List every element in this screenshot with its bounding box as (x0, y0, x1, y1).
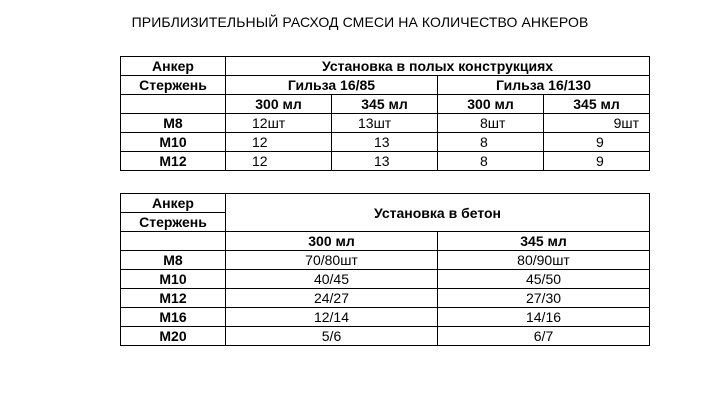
table-cell: 13шт (332, 114, 438, 133)
table-cell: 13 (332, 133, 438, 152)
table-cell: 27/30 (438, 289, 650, 308)
header-rod: Стержень (121, 213, 226, 232)
page-title: ПРИБЛИЗИТЕЛЬНЫЙ РАСХОД СМЕСИ НА КОЛИЧЕСТВО АНКЕРОВ (131, 14, 589, 30)
table-cell: 9 (544, 152, 650, 171)
table-cell: 9шт (544, 114, 650, 133)
table-cell: 13 (332, 152, 438, 171)
header-install-hollow: Установка в полых конструкциях (226, 57, 650, 76)
table-cell: 12 (226, 152, 332, 171)
table-row (121, 114, 650, 133)
table-row (121, 251, 650, 270)
table-cell: 14/16 (438, 308, 650, 327)
header-volume: 300 мл (226, 95, 332, 114)
row-label: М20 (121, 327, 226, 346)
row-label: М8 (121, 114, 226, 133)
header-install-concrete: Установка в бетон (226, 194, 650, 232)
table-row (121, 308, 650, 327)
table-cell: 6/7 (438, 327, 650, 346)
concrete-consumption-table (120, 193, 650, 346)
table-row (121, 95, 650, 114)
header-volume: 345 мл (438, 232, 650, 251)
table-row (121, 232, 650, 251)
header-anchor: Анкер (121, 194, 226, 213)
table-cell: 12шт (226, 114, 332, 133)
header-sleeve-16-130: Гильза 16/130 (438, 76, 650, 95)
header-volume: 345 мл (332, 95, 438, 114)
row-label: М10 (121, 270, 226, 289)
empty-cell (121, 232, 226, 251)
header-volume: 300 мл (226, 232, 438, 251)
table-row (121, 194, 650, 213)
row-label: М8 (121, 251, 226, 270)
table-cell: 8 (438, 152, 544, 171)
table-cell: 5/6 (226, 327, 438, 346)
header-volume: 345 мл (544, 95, 650, 114)
row-label: М12 (121, 152, 226, 171)
header-sleeve-16-85: Гильза 16/85 (226, 76, 438, 95)
table-cell: 80/90шт (438, 251, 650, 270)
table-cell: 45/50 (438, 270, 650, 289)
header-volume: 300 мл (438, 95, 544, 114)
table-cell: 8шт (438, 114, 544, 133)
empty-cell (121, 95, 226, 114)
table-row (121, 76, 650, 95)
table-cell: 24/27 (226, 289, 438, 308)
header-rod: Стержень (121, 76, 226, 95)
row-label: М16 (121, 308, 226, 327)
table-cell: 12/14 (226, 308, 438, 327)
hollow-consumption-table (120, 56, 650, 171)
row-label: М10 (121, 133, 226, 152)
table-row (121, 270, 650, 289)
table-row (121, 152, 650, 171)
table-cell: 12 (226, 133, 332, 152)
table-row (121, 57, 650, 76)
table-cell: 8 (438, 133, 544, 152)
table-cell: 9 (544, 133, 650, 152)
header-anchor: Анкер (121, 57, 226, 76)
table-cell: 40/45 (226, 270, 438, 289)
table-cell: 70/80шт (226, 251, 438, 270)
table-row (121, 133, 650, 152)
table-row (121, 289, 650, 308)
row-label: М12 (121, 289, 226, 308)
table-row (121, 327, 650, 346)
